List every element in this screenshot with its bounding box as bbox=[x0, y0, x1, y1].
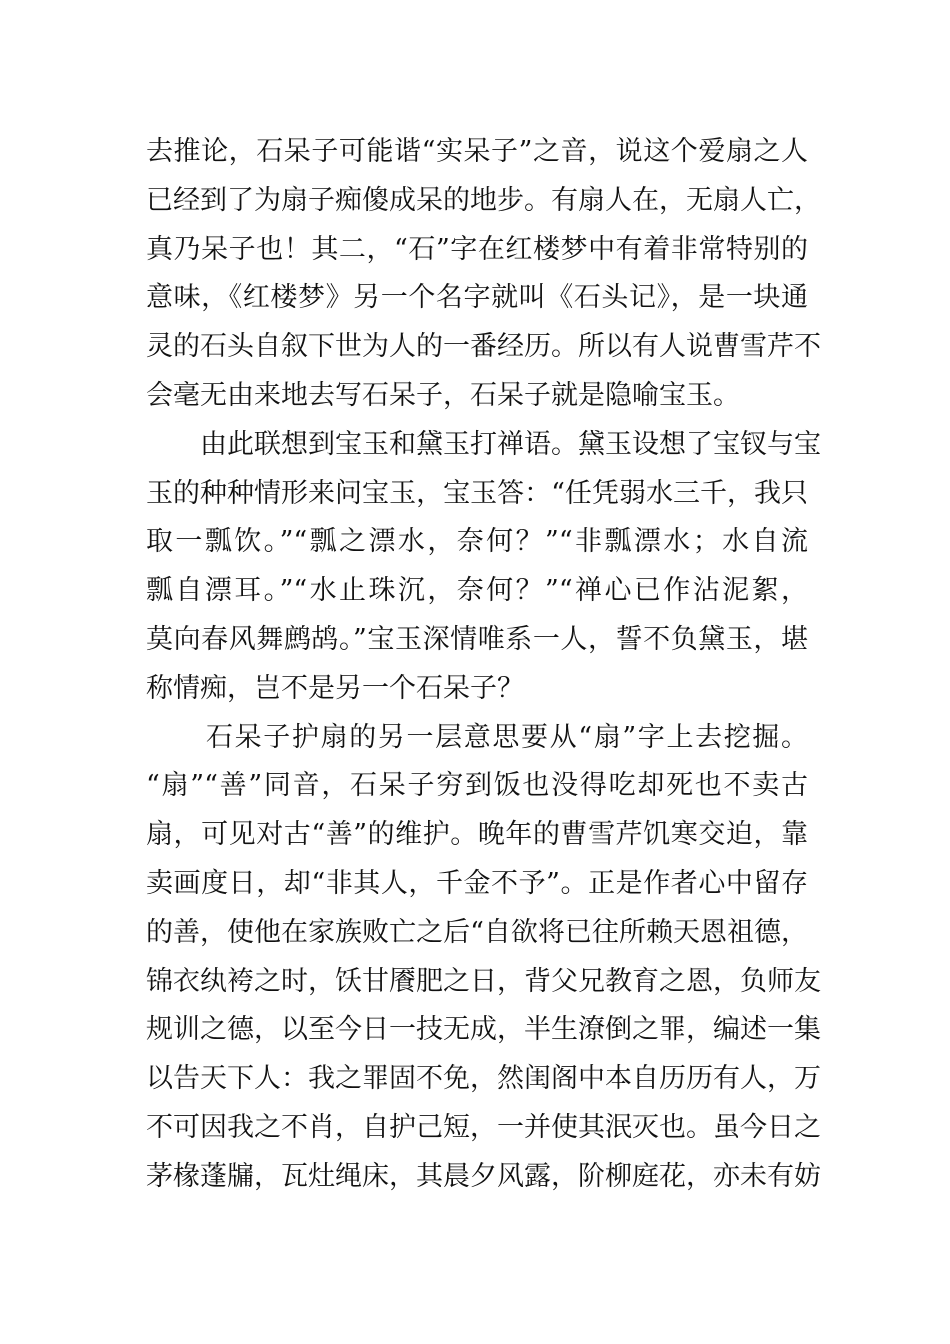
paragraph-2-line-1: 由此联想到宝玉和黛玉打禅语。黛玉设想了宝钗与宝 bbox=[200, 428, 821, 460]
paragraph-3-line-7: 规训之德，以至今日一技无成，半生潦倒之罪，编述一集 bbox=[146, 1014, 821, 1046]
paragraph-1-line-5: 灵的石头自叙下世为人的一番经历。所以有人说曹雪芹不 bbox=[146, 331, 821, 363]
paragraph-2-line-4: 瓢自漂耳。”“水止珠沉，奈何？”“禅心已作沾泥絮， bbox=[146, 575, 808, 607]
paragraph-3-line-3: 扇，可见对古“善”的维护。晚年的曹雪芹饥寒交迫，靠 bbox=[146, 819, 808, 851]
paragraph-1-line-1: 去推论，石呆子可能谐“实呆子”之音，说这个爱扇之人 bbox=[146, 136, 808, 167]
paragraph-3-line-10: 茅椽蓬牖，瓦灶绳床，其晨夕风露，阶柳庭花，亦未有妨 bbox=[146, 1160, 821, 1192]
paragraph-1-line-4: 意味，《红楼梦》另一个名字就叫《石头记》，是一块通 bbox=[146, 282, 808, 314]
paragraph-3-line-4: 卖画度日，却“非其人，千金不予”。正是作者心中留存 bbox=[146, 867, 808, 899]
paragraph-2-line-6: 称情痴，岂不是另一个石呆子？ bbox=[146, 672, 524, 704]
paragraph-2-line-5: 莫向春风舞鹧鸪。”宝玉深情唯系一人，誓不负黛玉，堪 bbox=[146, 623, 808, 655]
paragraph-3-line-8: 以告天下人：我之罪固不免，然闺阁中本自历历有人，万 bbox=[146, 1063, 821, 1095]
paragraph-3-line-1: 石呆子护扇的另一层意思要从“扇”字上去挖掘。 bbox=[206, 721, 808, 753]
paragraph-3-line-2: “扇”“善”同音，石呆子穷到饭也没得吃却死也不卖古 bbox=[146, 770, 808, 802]
paragraph-3-line-9: 不可因我之不肖，自护己短，一并使其泯灭也。虽今日之 bbox=[146, 1111, 821, 1143]
paragraph-2-line-3: 取一瓢饮。”“瓢之漂水，奈何？”“非瓢漂水；水自流 bbox=[146, 526, 808, 558]
paragraph-1-line-6: 会毫无由来地去写石呆子，石呆子就是隐喻宝玉。 bbox=[146, 379, 740, 411]
paragraph-1-line-3: 真乃呆子也！其二，“石”字在红楼梦中有着非常特别的 bbox=[146, 233, 808, 265]
paragraph-2-line-2: 玉的种种情形来问宝玉，宝玉答：“任凭弱水三千，我只 bbox=[146, 477, 808, 509]
paragraph-1-line-2: 已经到了为扇子痴傻成呆的地步。有扇人在，无扇人亡， bbox=[146, 184, 821, 216]
paragraph-3-line-5: 的善，使他在家族败亡之后“自欲将已往所赖天恩祖德， bbox=[146, 916, 808, 948]
body-text bbox=[146, 128, 821, 1202]
paragraph-3-line-6: 锦衣纨袴之时，饫甘餍肥之日，背父兄教育之恩，负师友 bbox=[146, 965, 821, 997]
